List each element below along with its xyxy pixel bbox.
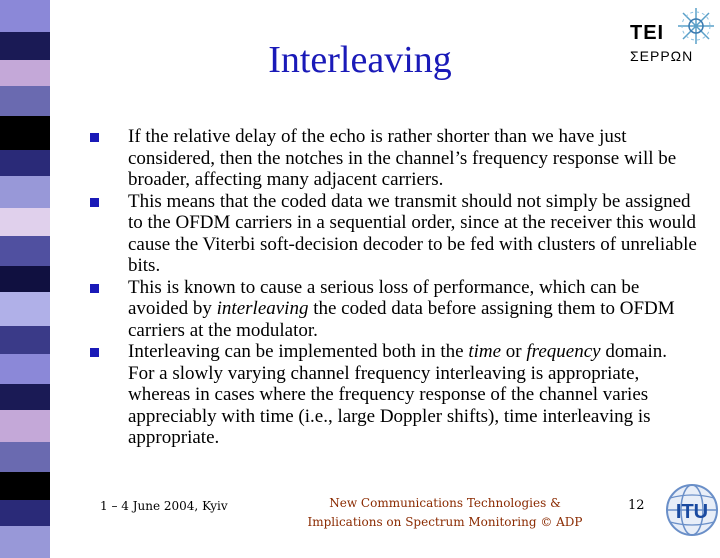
bullet-item — [86, 277, 698, 342]
stripe-block — [0, 0, 50, 32]
stripe-block — [0, 384, 50, 410]
itu-globe-icon — [662, 478, 720, 540]
stripe-block — [0, 410, 50, 442]
stripe-block — [0, 526, 50, 558]
square-bullet-icon — [90, 198, 99, 207]
square-bullet-icon — [90, 348, 99, 357]
stripe-block — [0, 266, 50, 292]
stripe-block — [0, 442, 50, 472]
bullet-text: interleaving — [216, 298, 309, 319]
bullet-item — [86, 191, 698, 277]
bullet-text: the coded data before assigning them to OFDM carriers at the modulator. — [128, 298, 675, 341]
stripe-block — [0, 236, 50, 266]
stripe-block — [0, 86, 50, 116]
stripe-block — [0, 292, 50, 326]
square-bullet-icon — [90, 284, 99, 293]
bullet-text: If the relative delay of the echo is rather shorter than we have just considered, then the notches in the channel’s frequency response will be broader, affecting many adjacent carriers. — [128, 126, 677, 190]
bullet-text: time — [468, 341, 502, 362]
stripe-block — [0, 208, 50, 236]
tei-swirl-logo-icon — [674, 4, 718, 48]
stripe-block — [0, 32, 50, 60]
bullet-list — [86, 126, 698, 449]
bullet-item — [86, 341, 698, 449]
bullet-text: This means that the coded data we transmit should not simply be assigned to the OFDM carriers in a sequential order, since at the receiver this would cause the Viterbi soft-decision decoder to be fed with clusters of unreliable bits. — [128, 190, 697, 276]
footer-date-place: 1 – 4 June 2004, Kyiv — [100, 499, 228, 513]
bullet-text: or — [501, 341, 527, 362]
footer-org-line1: New Communications Technologies & — [329, 496, 561, 510]
tei-logo-text: TEI — [630, 22, 665, 44]
footer-org-line2: Implications on Spectrum Monitoring © ADP — [307, 515, 583, 529]
stripe-edge — [50, 0, 58, 540]
bullet-text: Interleaving can be implemented both in the — [128, 341, 469, 362]
tei-logo — [622, 4, 718, 72]
square-bullet-icon — [90, 133, 99, 142]
bullet-text: domain. For a slowly varying channel frequency interleaving is appropriate, whereas in cases where the frequency response of the channel varies appreciably with time (i.e., large Doppler shifts), time interleaving is appropriate. — [128, 341, 668, 448]
bullet-text: This is known to cause a serious loss of performance, which can be avoided by — [128, 276, 640, 319]
itu-logo-text: ITU — [675, 501, 709, 523]
footer-organization — [295, 494, 595, 532]
stripe-block — [0, 60, 50, 86]
tei-logo-subtext: ΣΕΡΡΩΝ — [630, 48, 694, 64]
stripe-block — [0, 354, 50, 384]
page-number: 12 — [628, 498, 645, 513]
stripe-block — [0, 500, 50, 526]
stripe-block — [0, 150, 50, 176]
stripe-block — [0, 326, 50, 354]
bullet-text: frequency — [526, 341, 601, 362]
stripe-block — [0, 472, 50, 500]
stripe-block — [0, 176, 50, 208]
slide-title: Interleaving — [268, 39, 452, 81]
decorative-side-stripe — [0, 0, 50, 540]
bullet-item — [86, 126, 698, 191]
stripe-block — [0, 116, 50, 150]
